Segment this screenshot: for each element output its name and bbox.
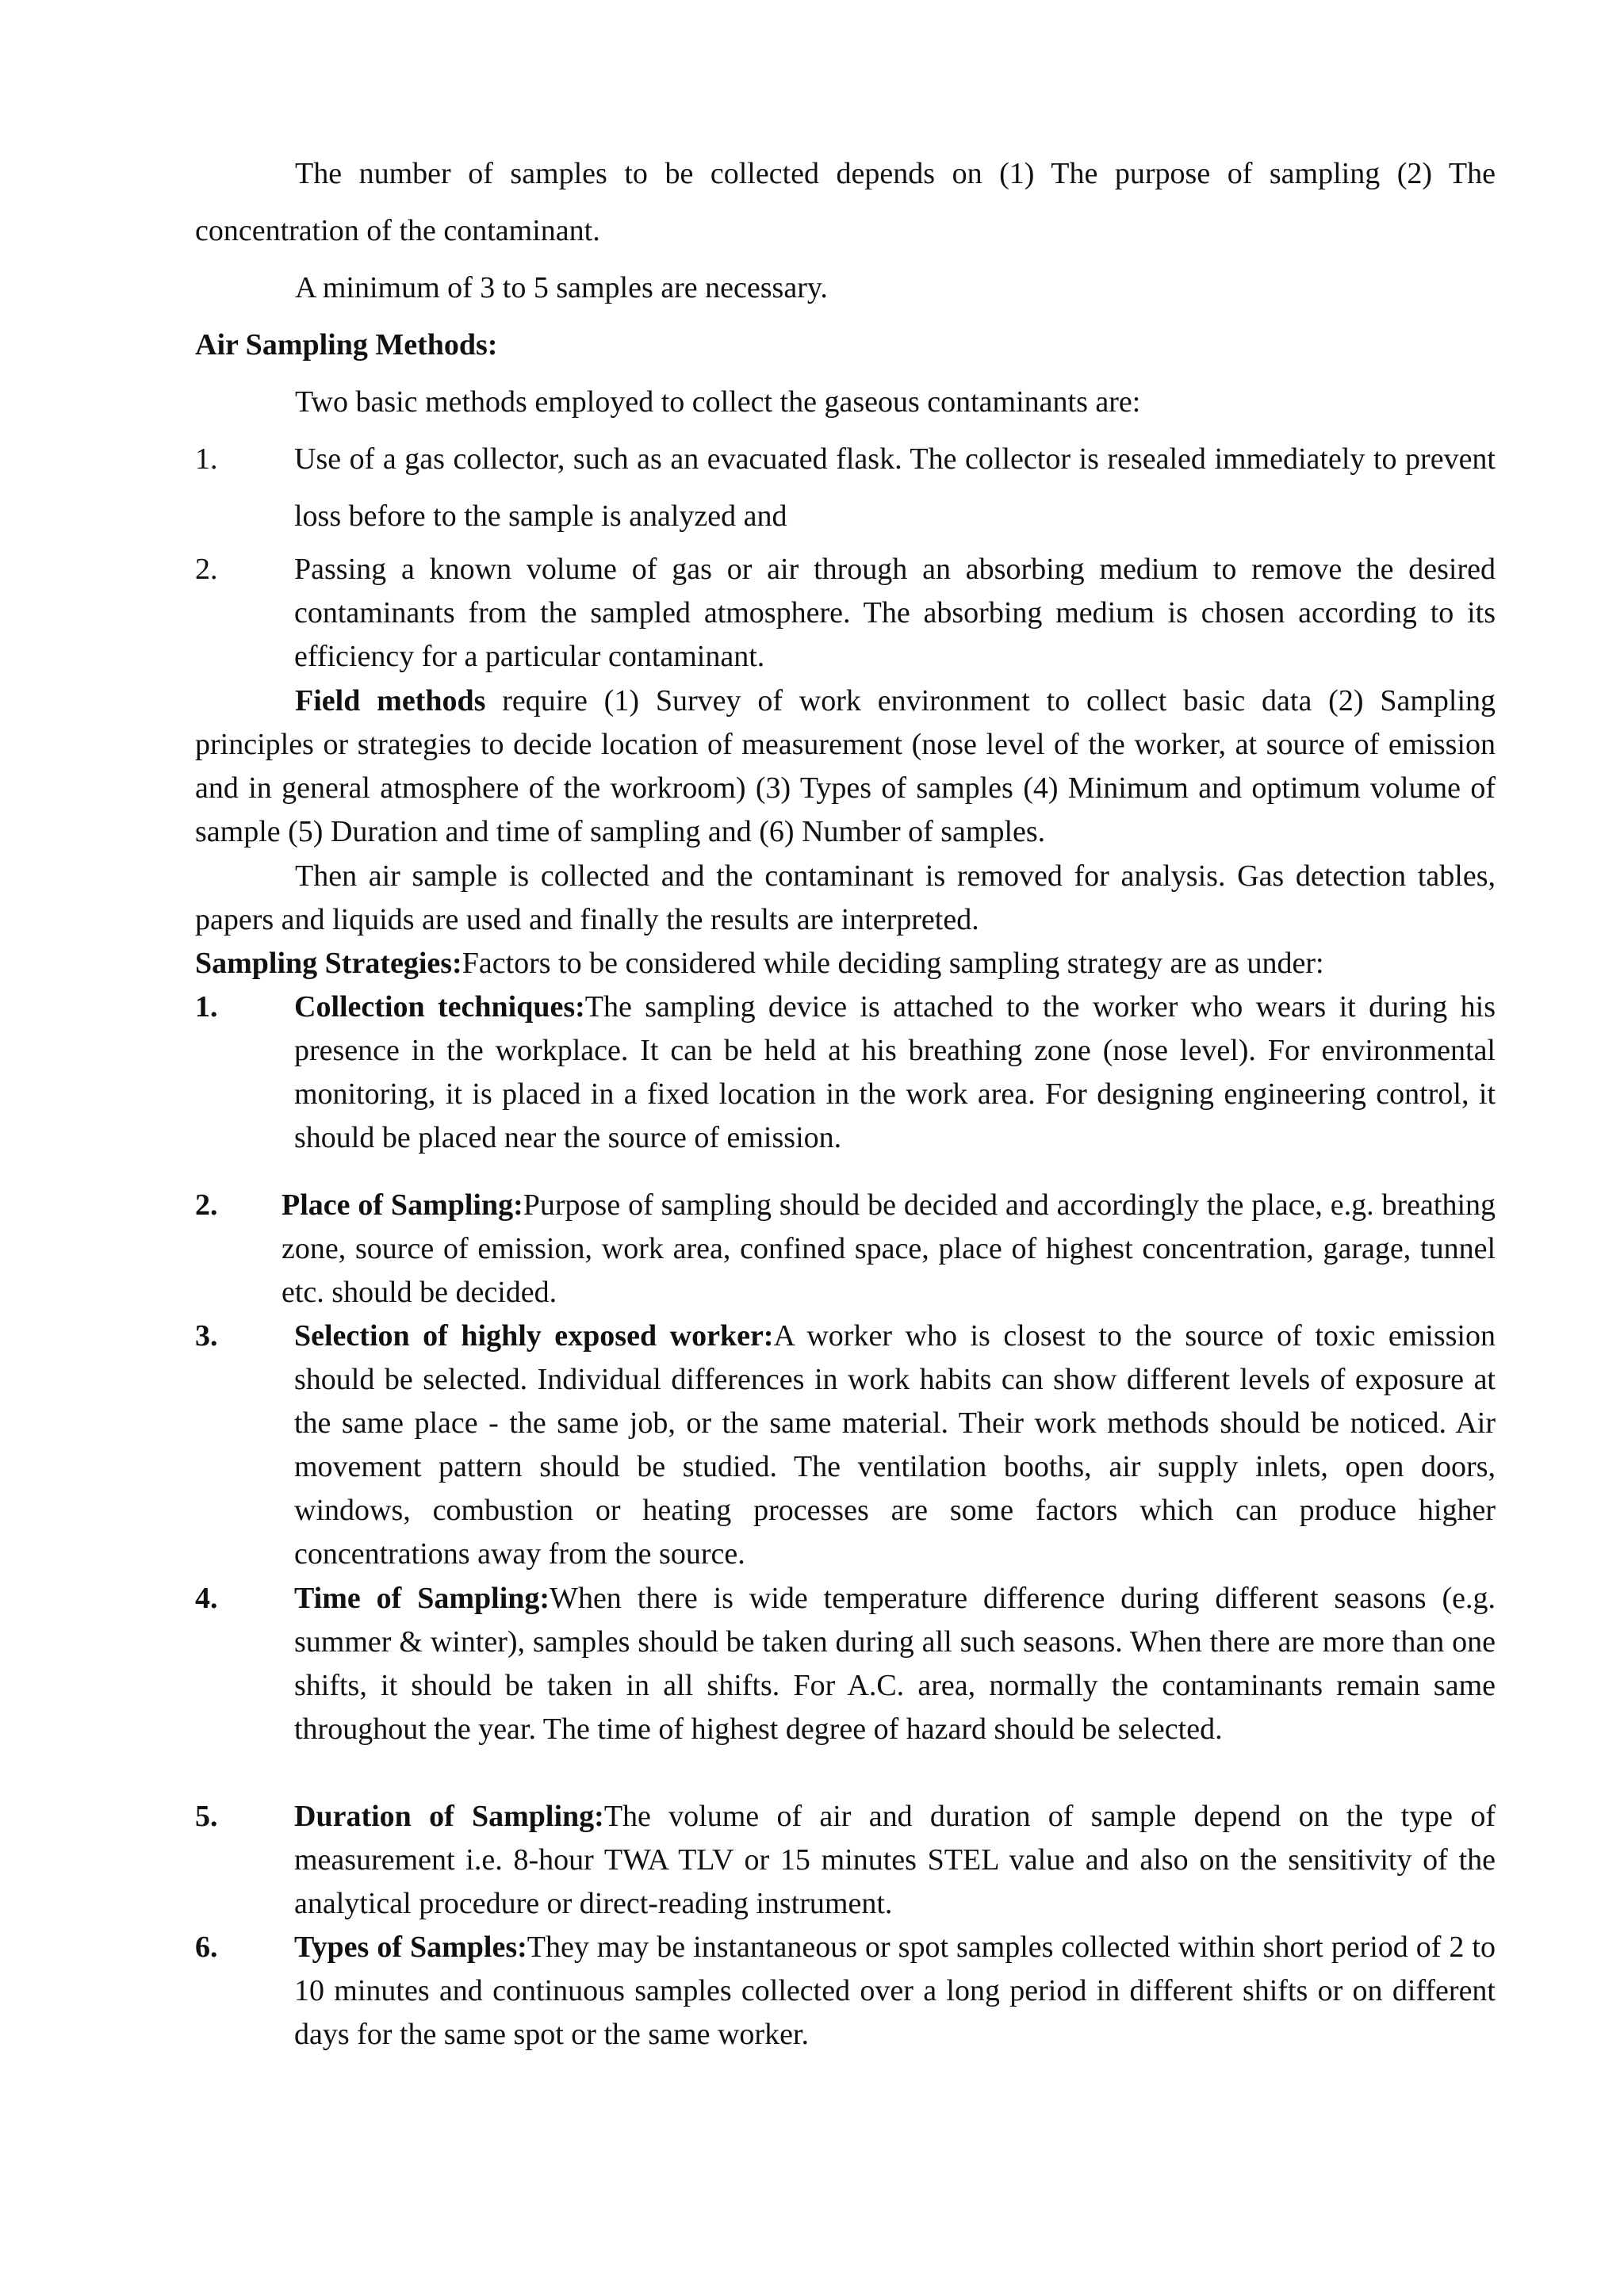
sampling-strategies-intro: Factors to be considered while deciding sampling strategy are as under:: [462, 947, 1324, 980]
strategy-4-number: 4.: [195, 1582, 218, 1615]
air-sampling-heading: Air Sampling Methods:: [195, 328, 498, 362]
strategy-4-text: Time of Sampling:When there is wide temperature difference during different seasons (e.g. summer & winter), samples should be taken during all such seasons. When there are more than one shifts, it should be taken in all shifts. For A.C. area, normally the contaminants remain same throughout the year. The time of highest degree of hazard should be selected.: [294, 1582, 1496, 1746]
strategy-1-term: Collection techniques:: [294, 990, 585, 1024]
strategy-6-text: Types of Samples:They may be instantaneous or spot samples collected within short period of 2 to 10 minutes and continuous samples collected over a long period in different shifts or on different days for the same spot or the same worker.: [294, 1931, 1496, 2051]
strategy-1-text: Collection techniques:The sampling device is attached to the worker who wears it during his presence in the workplace. It can be held at his breathing zone (nose level). For environmental monitoring, it is placed in a fixed location in the work area. For designing engineering control, it should be placed near the source of emission.: [294, 990, 1496, 1154]
sampling-strategies-heading: Sampling Strategies:: [195, 947, 462, 980]
strategy-6-number: 6.: [195, 1931, 218, 1964]
strategy-3-number: 3.: [195, 1319, 218, 1353]
strategy-6-term: Types of Samples:: [294, 1931, 527, 1964]
field-methods-paragraph: [195, 679, 1496, 854]
analysis-paragraph: Then air sample is collected and the contaminant is removed for analysis. Gas detection tables, papers and liquids are used and finally the results are interpreted.: [195, 859, 1496, 936]
air-sampling-intro: Two basic methods employed to collect the gaseous contaminants are:: [295, 385, 1141, 419]
intro-paragraph: The number of samples to be collected depends on (1) The purpose of sampling (2) The concentration of the contaminant.: [195, 157, 1496, 247]
strategy-2-term: Place of Sampling:: [282, 1188, 523, 1222]
strategy-5-number: 5.: [195, 1800, 218, 1833]
strategy-2-text: Place of Sampling:Purpose of sampling should be decided and accordingly the place, e.g. breathing zone, source of emission, work area, confined space, place of highest concentration, garage, tunnel etc. should be decided.: [282, 1188, 1496, 1309]
strategy-4-term: Time of Sampling:: [294, 1582, 550, 1615]
strategy-2-number: 2.: [195, 1188, 218, 1222]
field-methods-term: Field methods: [295, 684, 486, 718]
strategy-3-term: Selection of highly exposed worker:: [294, 1319, 774, 1353]
sampling-strategies-line: [195, 942, 1496, 985]
strategy-5-term: Duration of Sampling:: [294, 1800, 604, 1833]
field-methods-text: require (1) Survey of work environment to collect basic data (2) Sampling principles or strategies to decide location of measurement (nose level of the worker, at source of emission and in general atmosphere of the workroom) (3) Types of samples (4) Minimum and optimum volume of sample (5) Duration and time of sampling and (6) Number of samples.: [195, 684, 1496, 848]
strategy-3-text: Selection of highly exposed worker:A worker who is closest to the source of toxic emission should be selected. Individual differences in work habits can show different levels of exposure at the same place - the same job, or the same material. Their work methods should be noticed. Air movement pattern should be studied. The ventilation booths, air supply inlets, open doors, windows, combustion or heating processes are some factors which can produce higher concentrations away from the source.: [294, 1319, 1496, 1571]
method-1-number: 1.: [195, 442, 218, 476]
method-1-text: Use of a gas collector, such as an evacuated flask. The collector is resealed immediately to prevent loss before to the sample is analyzed and: [294, 442, 1496, 533]
method-2-text: Passing a known volume of gas or air through an absorbing medium to remove the desired contaminants from the sampled atmosphere. The absorbing medium is chosen according to its efficiency for a particular contaminant.: [294, 553, 1496, 673]
minimum-samples-paragraph: A minimum of 3 to 5 samples are necessary.: [295, 271, 828, 304]
method-2-number: 2.: [195, 553, 218, 586]
strategy-1-number: 1.: [195, 990, 218, 1024]
strategy-5-text: Duration of Sampling:The volume of air and duration of sample depend on the type of measurement i.e. 8-hour TWA TLV or 15 minutes STEL value and also on the sensitivity of the analytical procedure or direct-reading instrument.: [294, 1800, 1496, 1920]
